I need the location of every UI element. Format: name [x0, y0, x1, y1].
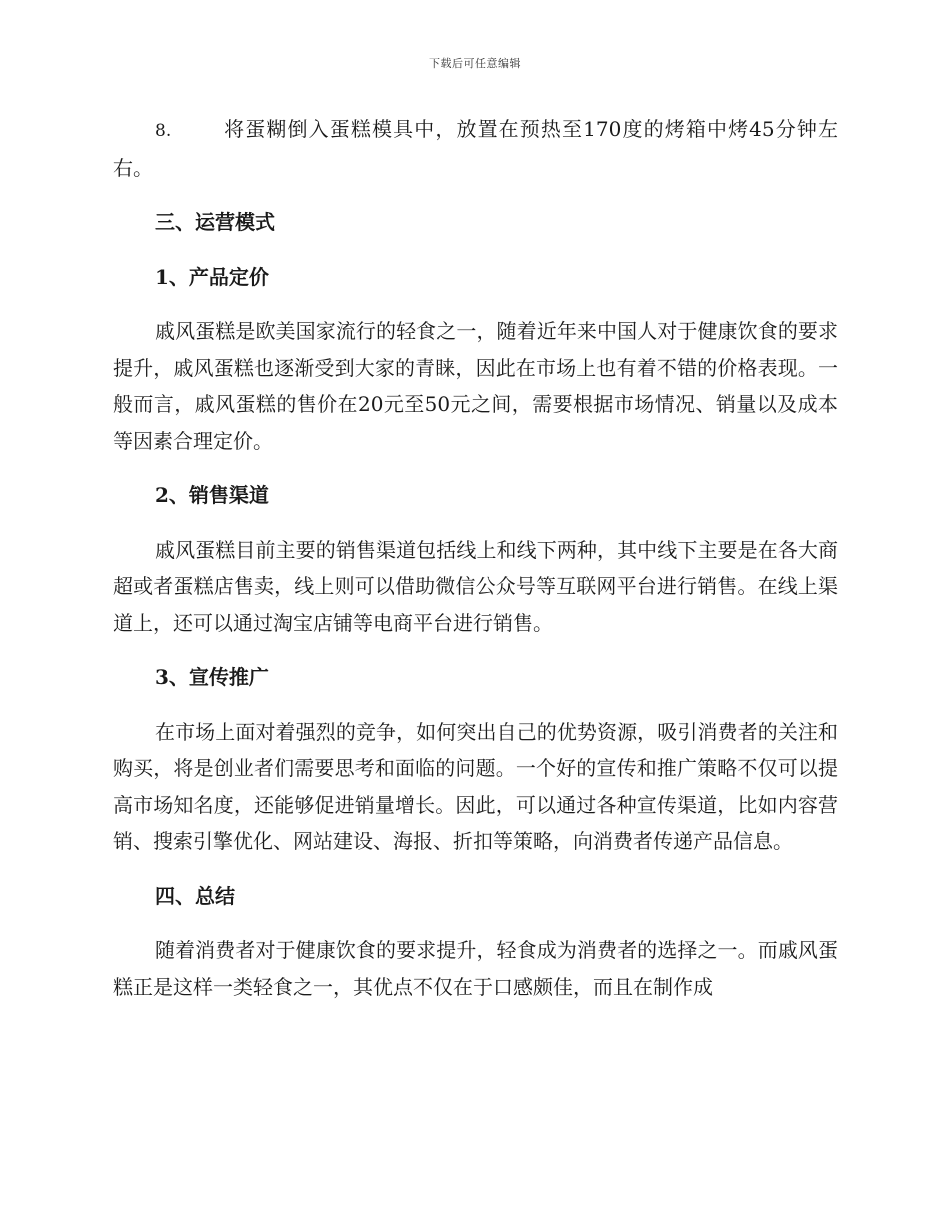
section-3-heading: 三、运营模式: [155, 210, 275, 234]
section-4-heading: 四、总结: [155, 883, 235, 908]
promotion-paragraph: 在市场上面对着强烈的竞争，如何突出自己的优势资源，吸引消费者的关注和购买，将是创业者们需要思考和面临的问题。一个好的宣传和推广策略不仅可以提高市场知名度，还能够促进销量增长。因此，可以通过各种宣传渠道，比如内容营销、搜索引擎优化、网站建设、海报、折扣等策略，向消费者传递产品信息。: [113, 719, 838, 853]
document-body: [113, 111, 838, 1023]
step-number: 8.: [155, 121, 172, 141]
subsection-channels-heading: 2、销售渠道: [155, 483, 269, 507]
summary-paragraph: 随着消费者对于健康饮食的要求提升，轻食成为消费者的选择之一。而戚风蛋糕正是这样一类轻食之一，其优点不仅在于口感颇佳，而且在制作成: [113, 938, 838, 999]
step-8-paragraph: [113, 111, 838, 186]
pricing-paragraph: 戚风蛋糕是欧美国家流行的轻食之一，随着近年来中国人对于健康饮食的要求提升，戚风蛋糕也逐渐受到大家的青睐，因此在市场上也有着不错的价格表现。一般而言，戚风蛋糕的售价在20元至50元之间，需要根据市场情况、销量以及成本等因素合理定价。: [113, 319, 838, 453]
page-header: 下载后可任意编辑: [429, 57, 521, 70]
subsection-promotion-heading: 3、宣传推广: [155, 665, 269, 689]
channels-paragraph: 戚风蛋糕目前主要的销售渠道包括线上和线下两种，其中线下主要是在各大商超或者蛋糕店售卖，线上则可以借助微信公众号等互联网平台进行销售。在线上渠道上，还可以通过淘宝店铺等电商平台进行销售。: [113, 537, 838, 635]
step-text: 将蛋糊倒入蛋糕模具中，放置在预热至170度的烤箱中烤45分钟左右。: [113, 117, 838, 180]
subsection-pricing-heading: 1、产品定价: [155, 264, 269, 289]
